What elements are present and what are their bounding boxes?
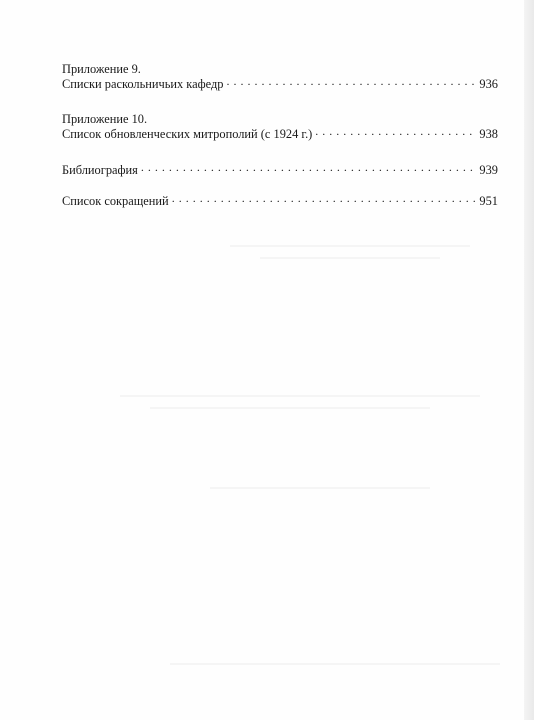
toc-entry-line	[62, 126, 498, 141]
dot-leader	[227, 76, 476, 88]
show-through-line	[230, 245, 470, 247]
toc-entry-line	[62, 162, 498, 177]
show-through-line	[170, 663, 500, 665]
toc-entry-kicker: Приложение 10.	[62, 112, 148, 126]
toc-entry-appendix-10	[62, 112, 498, 141]
dot-leader	[315, 126, 475, 138]
show-through-line	[210, 487, 430, 489]
toc-entry-title: Список сокращений	[62, 194, 169, 208]
toc-entry-appendix-9	[62, 62, 498, 91]
page-edge	[524, 0, 534, 720]
toc-entry-page-number: 951	[479, 194, 498, 208]
toc-entry-title: Списки раскольничьих кафедр	[62, 77, 224, 91]
show-through-line	[150, 407, 430, 409]
toc-entry-abbreviations	[62, 193, 498, 208]
dot-leader	[172, 193, 476, 205]
toc-entry-page-number: 936	[479, 77, 498, 91]
toc-entry-title: Список обновленческих митрополий (с 1924 г.)	[62, 127, 313, 141]
toc-entry-line	[62, 193, 498, 208]
toc-entry-page-number: 939	[479, 163, 498, 177]
toc-entry-bibliography	[62, 162, 498, 177]
toc-entry-page-number: 938	[479, 127, 498, 141]
show-through-line	[120, 395, 480, 397]
show-through-line	[260, 257, 440, 259]
dot-leader	[141, 162, 476, 174]
toc-entry-kicker: Приложение 9.	[62, 62, 141, 76]
toc-entry-title: Библиография	[62, 163, 138, 177]
table-of-contents	[62, 62, 498, 224]
toc-entry-line	[62, 76, 498, 91]
